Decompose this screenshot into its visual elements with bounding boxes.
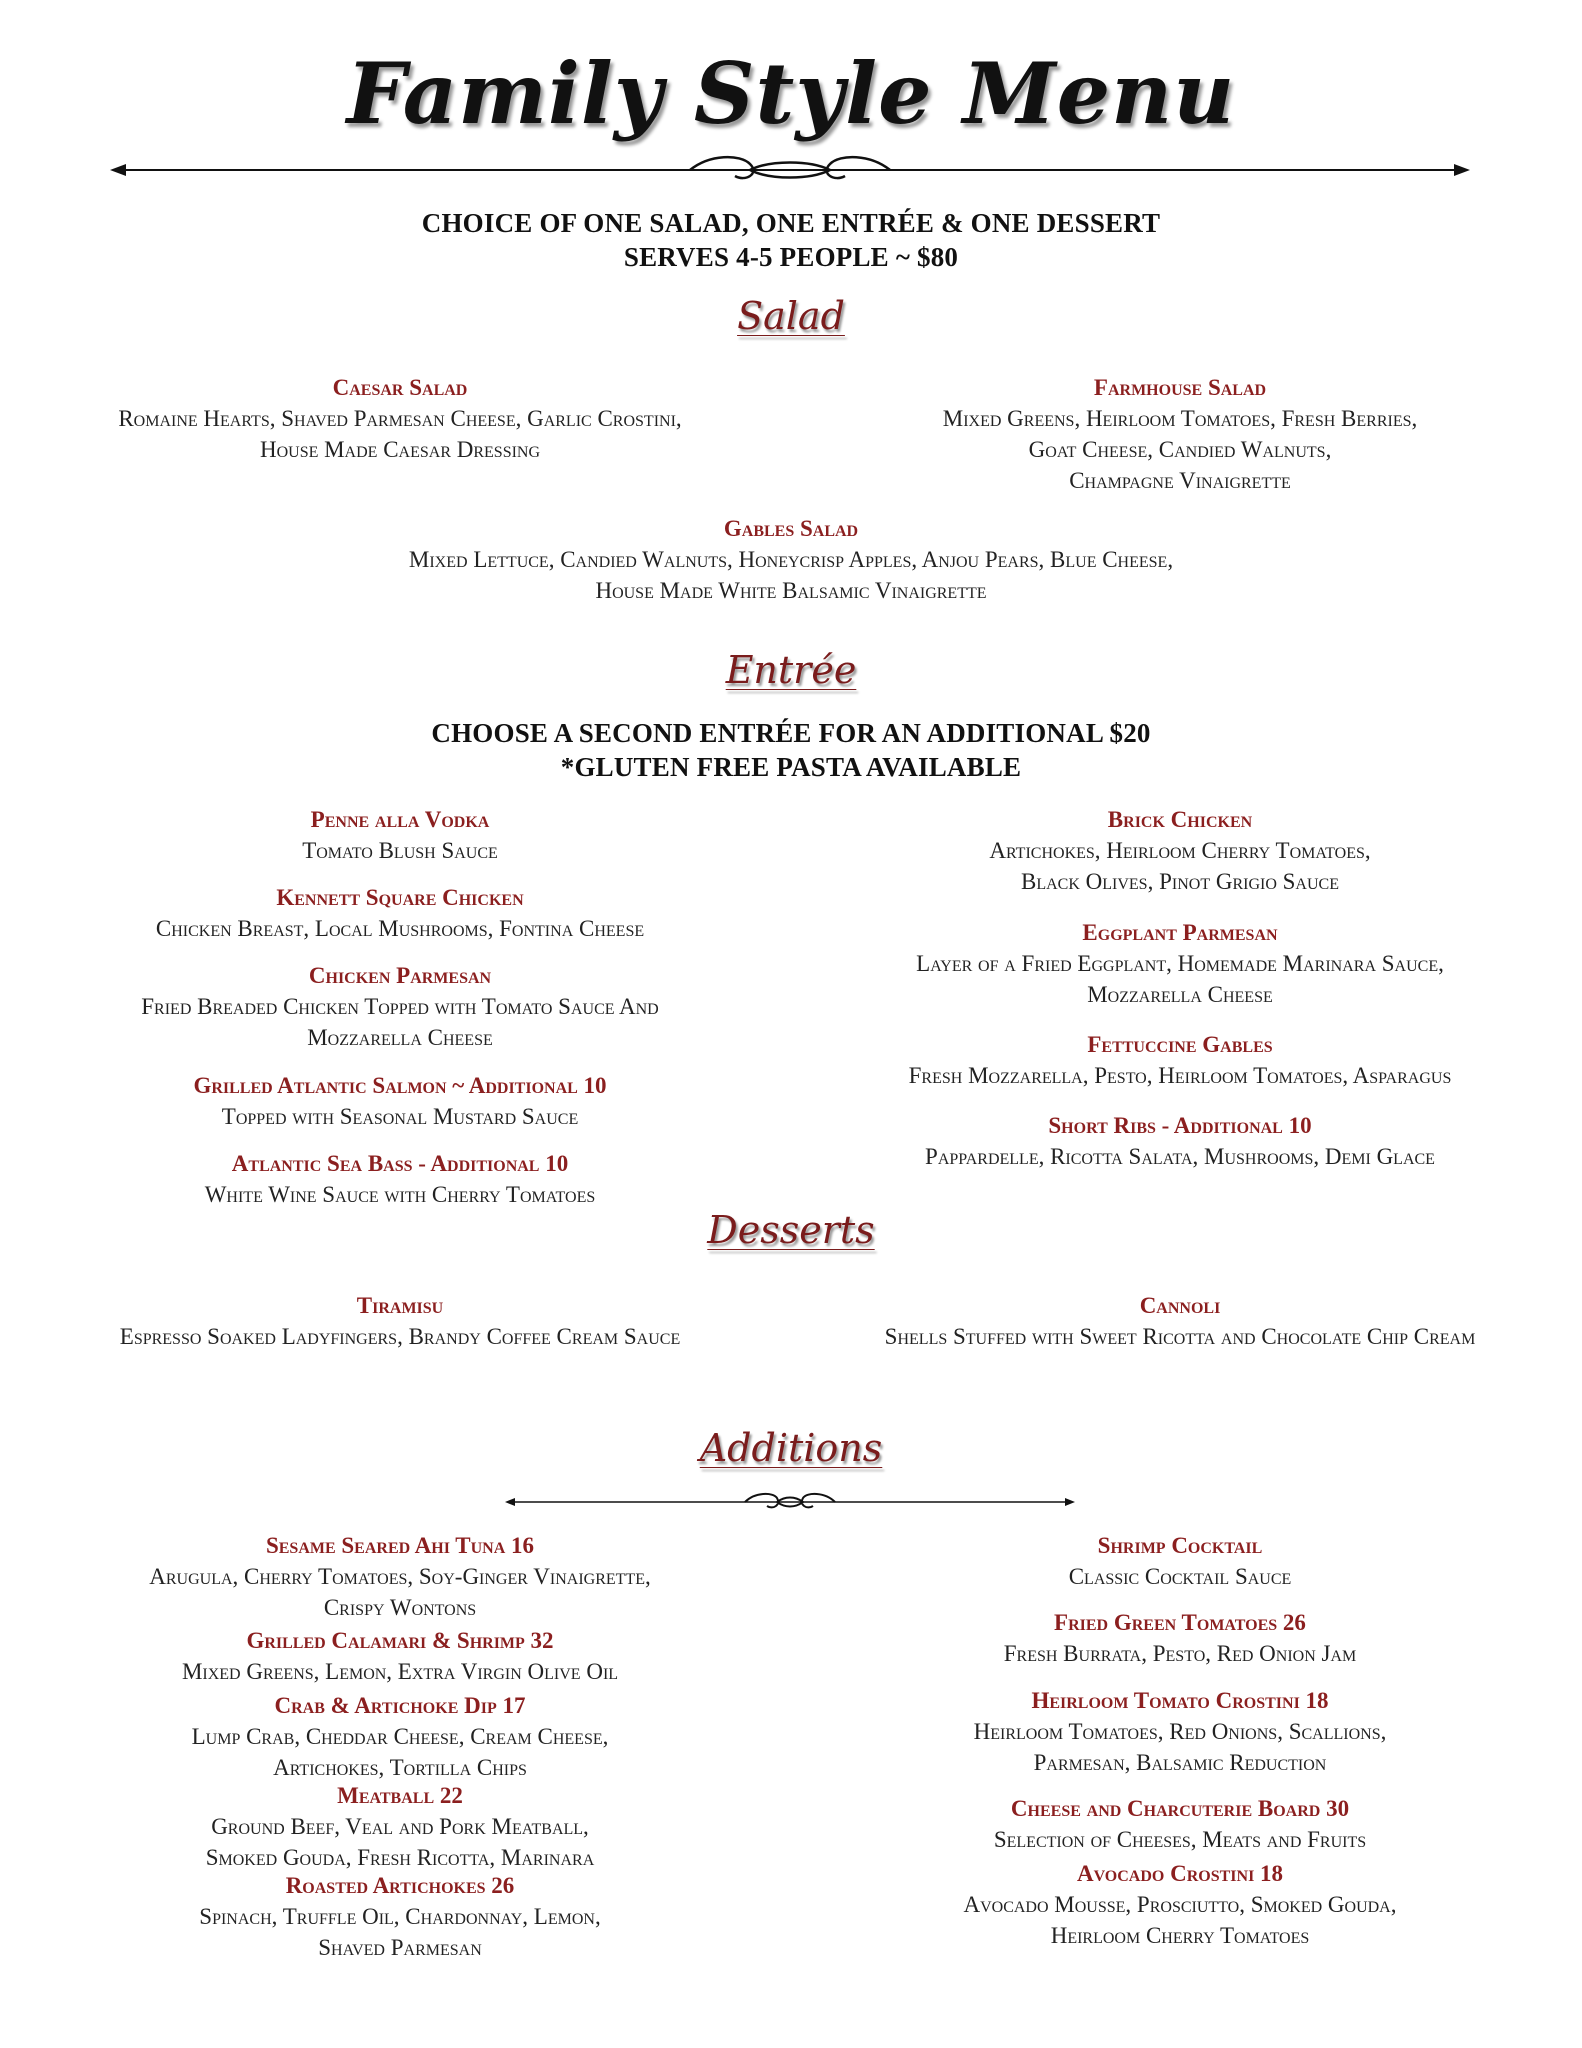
item-description: Classic Cocktail Sauce (1068, 1564, 1292, 1589)
item-name: Penne alla Vodka (310, 807, 490, 832)
item-name: Atlantic Sea Bass - Additional 10 (231, 1151, 569, 1176)
menu-item (60, 1290, 740, 1352)
item-name: Heirloom Tomato Crostini 18 (1031, 1688, 1329, 1713)
item-description: Fresh Mozzarella, Pesto, Heirloom Tomatoes, Asparagus (908, 1063, 1452, 1088)
item-name: Meatball 22 (337, 1783, 463, 1808)
menu-item (60, 1870, 740, 1963)
item-description: Arugula, Cherry Tomatoes, Soy-Ginger Vinaigrette, Crispy Wontons (149, 1564, 651, 1620)
section-title-desserts: Desserts (707, 1208, 875, 1252)
menu-item (830, 1685, 1530, 1778)
item-description: Selection of Cheeses, Meats and Fruits (993, 1827, 1367, 1852)
section-title-salad: Salad (737, 294, 845, 338)
entree-note-1: CHOOSE A SECOND ENTRÉE FOR AN ADDITIONAL $20 (431, 718, 1151, 748)
item-name: Cheese and Charcuterie Board 30 (1010, 1796, 1350, 1821)
item-name: Brick Chicken (1107, 807, 1253, 832)
item-name: Short Ribs - Additional 10 (1048, 1113, 1312, 1138)
menu-item (830, 1290, 1530, 1352)
item-description: Espresso Soaked Ladyfingers, Brandy Coffee Cream Sauce (119, 1324, 681, 1349)
item-description: Fried Breaded Chicken Topped with Tomato Sauce And Mozzarella Cheese (141, 994, 659, 1050)
menu-item (60, 1780, 740, 1873)
menu-item (830, 1530, 1530, 1592)
item-description: Mixed Greens, Heirloom Tomatoes, Fresh Berries, Goat Cheese, Candied Walnuts, Champagne Vinaigrette (942, 406, 1418, 493)
item-description: Ground Beef, Veal and Pork Meatball, Smoked Gouda, Fresh Ricotta, Marinara (205, 1814, 595, 1870)
item-description: Tomato Blush Sauce (302, 838, 498, 863)
menu-item (60, 372, 740, 465)
ornamental-divider-additions (505, 1488, 1075, 1516)
item-description: Lump Crab, Cheddar Cheese, Cream Cheese, Artichokes, Tortilla Chips (191, 1724, 609, 1780)
item-description: Spinach, Truffle Oil, Chardonnay, Lemon, Shaved Parmesan (199, 1904, 601, 1960)
menu-item (60, 1148, 740, 1210)
item-name: Cannoli (1139, 1293, 1221, 1318)
intro-line-1: CHOICE OF ONE SALAD, ONE ENTRÉE & ONE DESSERT (421, 208, 1161, 238)
menu-item (291, 513, 1291, 606)
item-description: Topped with Seasonal Mustard Sauce (221, 1104, 579, 1129)
item-description: Chicken Breast, Local Mushrooms, Fontina Cheese (155, 916, 645, 941)
menu-item (830, 372, 1530, 496)
item-description: Fresh Burrata, Pesto, Red Onion Jam (1003, 1641, 1357, 1666)
section-title-entree: Entrée (725, 648, 857, 692)
item-name: Kennett Square Chicken (276, 885, 524, 910)
item-name: Grilled Atlantic Salmon ~ Additional 10 (193, 1073, 607, 1098)
item-description: Avocado Mousse, Prosciutto, Smoked Gouda, Heirloom Cherry Tomatoes (963, 1892, 1397, 1948)
menu-item (60, 1530, 740, 1623)
menu-item (830, 804, 1530, 897)
item-name: Crab & Artichoke Dip 17 (274, 1693, 526, 1718)
item-description: Heirloom Tomatoes, Red Onions, Scallions, Parmesan, Balsamic Reduction (973, 1719, 1387, 1775)
section-title-additions: Additions (699, 1426, 883, 1470)
page-title: Family Style Menu (346, 44, 1236, 143)
item-name: Eggplant Parmesan (1082, 920, 1278, 945)
item-name: Caesar Salad (332, 375, 468, 400)
item-name: Roasted Artichokes 26 (285, 1873, 515, 1898)
menu-item (60, 1070, 740, 1132)
menu-item (830, 1858, 1530, 1951)
menu-item (830, 917, 1530, 1010)
item-name: Fettuccine Gables (1087, 1032, 1273, 1057)
ornamental-divider-top (110, 150, 1470, 190)
item-description: Shells Stuffed with Sweet Ricotta and Chocolate Chip Cream (884, 1324, 1476, 1349)
menu-item (830, 1607, 1530, 1669)
item-description: Mixed Greens, Lemon, Extra Virgin Olive Oil (181, 1659, 619, 1684)
menu-item (60, 1690, 740, 1783)
item-name: Gables Salad (723, 516, 859, 541)
item-name: Sesame Seared Ahi Tuna 16 (265, 1533, 535, 1558)
menu-item (60, 960, 740, 1053)
menu-item (60, 882, 740, 944)
menu-item (60, 804, 740, 866)
item-name: Tiramisu (356, 1293, 444, 1318)
menu-item (830, 1110, 1530, 1172)
item-name: Shrimp Cocktail (1097, 1533, 1263, 1558)
item-description: Layer of a Fried Eggplant, Homemade Marinara Sauce, Mozzarella Cheese (916, 951, 1444, 1007)
menu-item (830, 1793, 1530, 1855)
item-description: Pappardelle, Ricotta Salata, Mushrooms, Demi Glace (925, 1144, 1435, 1169)
item-description: Artichokes, Heirloom Cherry Tomatoes, Black Olives, Pinot Grigio Sauce (989, 838, 1371, 894)
item-description: Mixed Lettuce, Candied Walnuts, Honeycrisp Apples, Anjou Pears, Blue Cheese, House Made White Balsamic Vinaigrette (408, 547, 1174, 603)
item-name: Fried Green Tomatoes 26 (1054, 1610, 1306, 1635)
menu-item (830, 1029, 1530, 1091)
item-name: Grilled Calamari & Shrimp 32 (246, 1628, 554, 1653)
menu-item (60, 1625, 740, 1687)
intro-line-2: SERVES 4-5 PEOPLE ~ $80 (623, 242, 959, 272)
item-name: Chicken Parmesan (308, 963, 492, 988)
item-description: White Wine Sauce with Cherry Tomatoes (204, 1182, 596, 1207)
entree-note-2: *GLUTEN FREE PASTA AVAILABLE (560, 752, 1022, 782)
item-name: Avocado Crostini 18 (1076, 1861, 1284, 1886)
item-description: Romaine Hearts, Shaved Parmesan Cheese, Garlic Crostini, House Made Caesar Dressing (118, 406, 682, 462)
item-name: Farmhouse Salad (1093, 375, 1267, 400)
